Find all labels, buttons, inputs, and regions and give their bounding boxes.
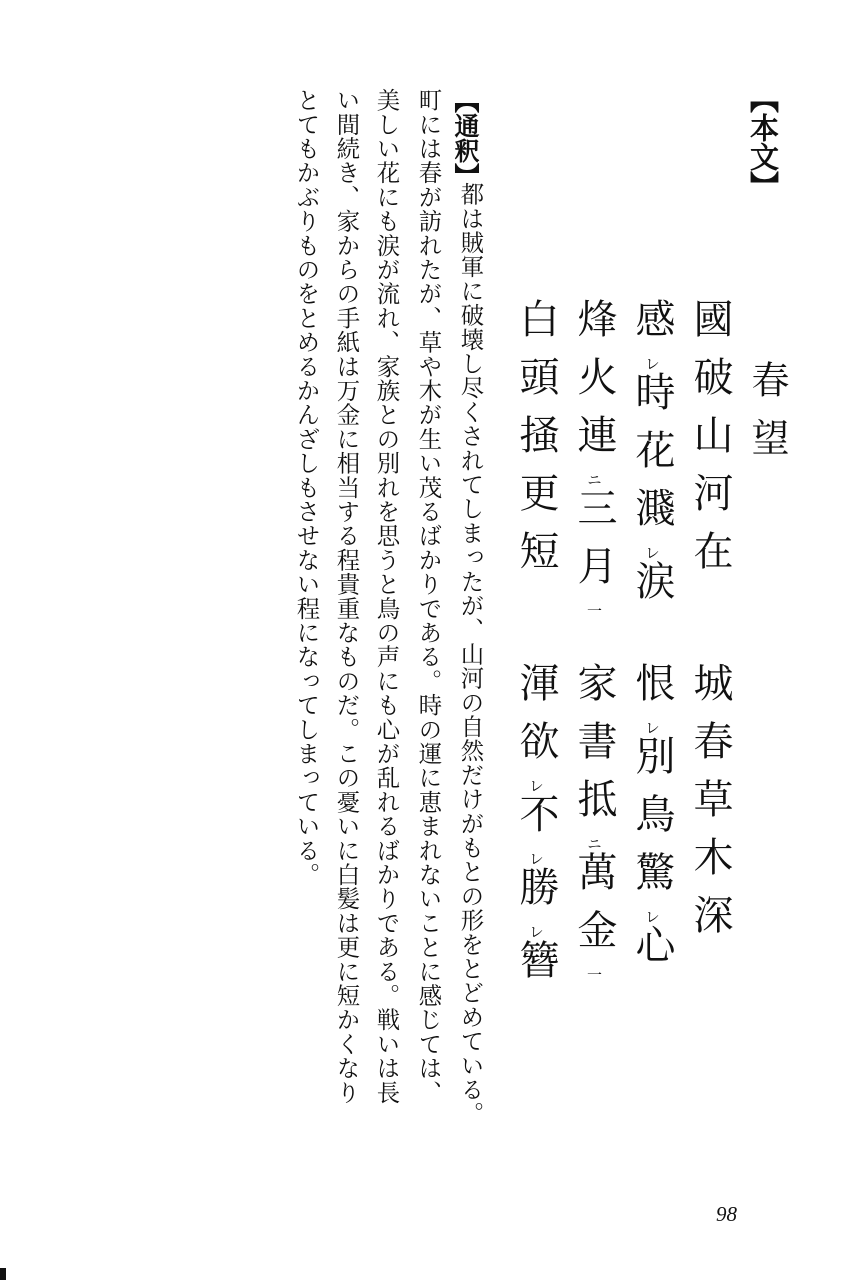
kaeriten-re: レ <box>643 909 661 924</box>
poem-chars: 萬金 <box>571 851 617 967</box>
poem-chars: 時花濺 <box>629 371 675 545</box>
poem-chars: 三月 <box>571 487 617 603</box>
poem-line-4b <box>513 662 559 997</box>
translation-line-2: 町には春が訪れたが、草や木が生い茂るばかりである。時の運に恵まれないことに感じては、 <box>414 88 443 1105</box>
poem-char: 簪 <box>513 939 559 997</box>
kaeriten-re: レ <box>527 924 545 939</box>
kaeriten-re: レ <box>643 356 661 371</box>
kaeriten-re: レ <box>643 720 661 735</box>
poem-char: 不 <box>513 793 559 851</box>
poem-line-1b: 城春草木深 <box>687 662 733 952</box>
kaeriten-re: レ <box>643 545 661 560</box>
poem-chars: 烽火連 <box>571 298 617 472</box>
poem-line-3b <box>571 662 617 982</box>
kaeriten-ichi: 一 <box>585 967 603 982</box>
poem-line-3a <box>571 298 617 618</box>
poem-char: 心 <box>629 924 675 982</box>
page-number: 98 <box>716 1202 737 1226</box>
translation-line-1: 都は賊軍に破壊し尽くされてしまったが、山河の自然だけがもとの形をとどめている。 <box>456 182 485 1126</box>
poem-line-2b <box>629 662 675 982</box>
section-label-honbun: 【本文】 <box>746 84 780 200</box>
poem-char: 恨 <box>629 662 675 720</box>
poem-char: 涙 <box>629 560 675 618</box>
poem-line-4a: 白頭掻更短 <box>513 298 559 588</box>
poem-title: 春望 <box>745 360 789 476</box>
translation-line-5: とてもかぶりものをとめるかんざしもさせない程になってしまっている。 <box>292 88 321 887</box>
kaeriten-re: レ <box>527 851 545 866</box>
kaeriten-ni: ニ <box>585 836 603 851</box>
section-label-tsuyaku: 【通釈】 <box>451 88 480 188</box>
scan-edge-mark <box>0 1268 6 1280</box>
poem-chars: 渾欲 <box>513 662 559 778</box>
poem-line-2a <box>629 298 675 618</box>
kaeriten-ichi: 一 <box>585 603 603 618</box>
poem-line-1a: 國破山河在 <box>687 298 733 588</box>
poem-chars: 家書抵 <box>571 662 617 836</box>
poem-char: 勝 <box>513 866 559 924</box>
translation-line-3: 美しい花にも涙が流れ、家族との別れを思うと鳥の声にも心が乱れるばかりである。戦いは長 <box>372 88 401 1105</box>
poem-char: 感 <box>629 298 675 356</box>
translation-line-4: い間続き、家からの手紙は万金に相当する程貴重なものだ。この憂いに白髪は更に短かくなり <box>332 88 361 1105</box>
poem-chars: 別鳥驚 <box>629 735 675 909</box>
kaeriten-ni: ニ <box>585 472 603 487</box>
kaeriten-re: レ <box>527 778 545 793</box>
